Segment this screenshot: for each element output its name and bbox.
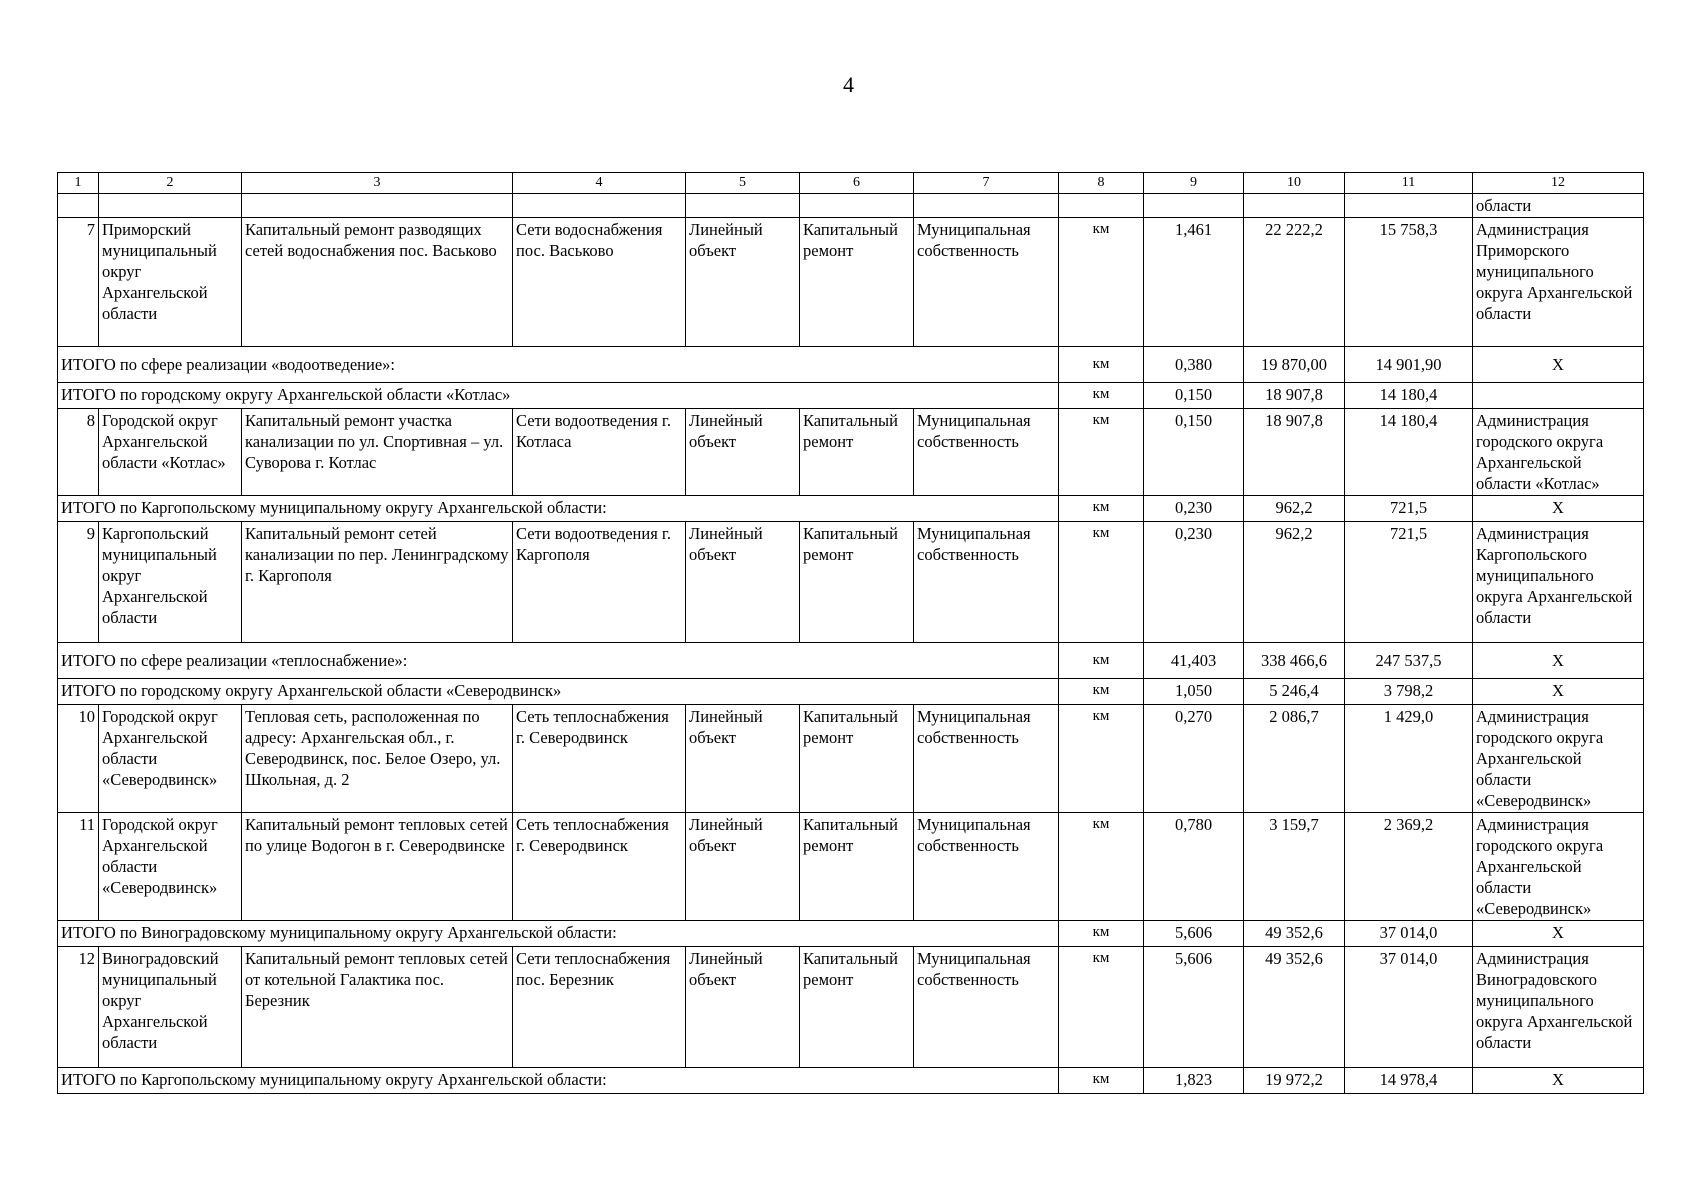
municipality-cell: Городской округ Архангельской области «Северодвинск»: [99, 813, 242, 921]
object-type-cell: Линейный объект: [686, 813, 800, 921]
total-row: [58, 1068, 1644, 1094]
page-number: 4: [843, 72, 854, 97]
unit-cell: км: [1059, 921, 1144, 947]
object-type-cell: Линейный объект: [686, 947, 800, 1068]
responsible-cell: Администрация городского округа Архангельской области «Северодвинск»: [1473, 705, 1644, 813]
unit-cell: км: [1059, 705, 1144, 813]
unit-cell: км: [1059, 218, 1144, 347]
unit-cell: км: [1059, 1068, 1144, 1094]
header-cell: 6: [800, 173, 914, 194]
value-cell: 14 978,4: [1345, 1068, 1473, 1094]
work-name-cell: Капитальный ремонт участка канализации по ул. Спортивная – ул. Суворова г. Котлас: [242, 409, 513, 496]
value-cell: 18 907,8: [1244, 383, 1345, 409]
work-name-cell: Капитальный ремонт разводящих сетей водоснабжения пос. Васьково: [242, 218, 513, 347]
header-cell: 12: [1473, 173, 1644, 194]
total-label-cell: ИТОГО по городскому округу Архангельской области «Котлас»: [58, 383, 1059, 409]
work-name-cell: Тепловая сеть, расположенная по адресу: Архангельская обл., г. Северодвинск, пос. Белое Озеро, ул. Школьная, д. 2: [242, 705, 513, 813]
municipality-cell: Городской округ Архангельской области «Котлас»: [99, 409, 242, 496]
total-row: [58, 496, 1644, 522]
responsible-cell: Х: [1473, 1068, 1644, 1094]
header-cell: 5: [686, 173, 800, 194]
unit-cell: км: [1059, 347, 1144, 383]
value-cell: 49 352,6: [1244, 947, 1345, 1068]
total-label-cell: ИТОГО по Виноградовскому муниципальному округу Архангельской области:: [58, 921, 1059, 947]
total-row: [58, 383, 1644, 409]
ownership-cell: Муниципальная собственность: [914, 522, 1059, 643]
row-number-cell: 9: [58, 522, 99, 643]
ownership-cell: Муниципальная собственность: [914, 218, 1059, 347]
header-cell: 4: [513, 173, 686, 194]
responsible-cell: Администрация Виноградовского муниципального округа Архангельской области: [1473, 947, 1644, 1068]
total-label-cell: ИТОГО по Каргопольскому муниципальному округу Архангельской области:: [58, 496, 1059, 522]
value-cell: 5 246,4: [1244, 679, 1345, 705]
value-cell: 247 537,5: [1345, 643, 1473, 679]
responsible-cell: Х: [1473, 347, 1644, 383]
total-label-cell: ИТОГО по Каргопольскому муниципальному округу Архангельской области:: [58, 1068, 1059, 1094]
ownership-cell: Муниципальная собственность: [914, 813, 1059, 921]
ownership-cell: Муниципальная собственность: [914, 705, 1059, 813]
value-cell: 41,403: [1144, 643, 1244, 679]
row-number-cell: 11: [58, 813, 99, 921]
value-cell: 5,606: [1144, 947, 1244, 1068]
value-cell: 721,5: [1345, 496, 1473, 522]
total-row: [58, 679, 1644, 705]
header-cell: 2: [99, 173, 242, 194]
continuation-row: [58, 194, 1644, 218]
table-row: [58, 705, 1644, 813]
value-cell: 14 180,4: [1345, 409, 1473, 496]
total-row: [58, 643, 1644, 679]
unit-cell: км: [1059, 409, 1144, 496]
repair-type-cell: Капитальный ремонт: [800, 218, 914, 347]
row-number-cell: 7: [58, 218, 99, 347]
value-cell: 18 907,8: [1244, 409, 1345, 496]
header-cell: 3: [242, 173, 513, 194]
total-row: [58, 347, 1644, 383]
work-name-cell: Капитальный ремонт сетей канализации по пер. Ленинградскому г. Каргополя: [242, 522, 513, 643]
total-label-cell: ИТОГО по сфере реализации «водоотведение»:: [58, 347, 1059, 383]
value-cell: 14 901,90: [1345, 347, 1473, 383]
row-number-cell: 10: [58, 705, 99, 813]
object-cell: Сети водоснабжения пос. Васьково: [513, 218, 686, 347]
responsible-cell: Администрация городского округа Архангельской области «Северодвинск»: [1473, 813, 1644, 921]
value-cell: 962,2: [1244, 522, 1345, 643]
value-cell: 3 798,2: [1345, 679, 1473, 705]
total-row: [58, 921, 1644, 947]
repair-type-cell: Капитальный ремонт: [800, 947, 914, 1068]
header-cell: 11: [1345, 173, 1473, 194]
repair-type-cell: Капитальный ремонт: [800, 705, 914, 813]
responsible-cell: [1473, 383, 1644, 409]
value-cell: 2 086,7: [1244, 705, 1345, 813]
header-cell: 8: [1059, 173, 1144, 194]
value-cell: 1,461: [1144, 218, 1244, 347]
work-name-cell: Капитальный ремонт тепловых сетей от котельной Галактика пос. Березник: [242, 947, 513, 1068]
responsible-cell: области: [1473, 194, 1644, 218]
object-cell: Сети водоотведения г. Котласа: [513, 409, 686, 496]
total-label-cell: ИТОГО по городскому округу Архангельской области «Северодвинск»: [58, 679, 1059, 705]
value-cell: 15 758,3: [1345, 218, 1473, 347]
table-row: [58, 947, 1644, 1068]
table-row: [58, 813, 1644, 921]
value-cell: 14 180,4: [1345, 383, 1473, 409]
unit-cell: км: [1059, 679, 1144, 705]
object-cell: Сеть теплоснабжения г. Северодвинск: [513, 705, 686, 813]
value-cell: 0,150: [1144, 409, 1244, 496]
header-cell: 7: [914, 173, 1059, 194]
responsible-cell: Х: [1473, 679, 1644, 705]
municipality-cell: Виноградовский муниципальный округ Архангельской области: [99, 947, 242, 1068]
value-cell: 3 159,7: [1244, 813, 1345, 921]
unit-cell: км: [1059, 813, 1144, 921]
table-row: [58, 522, 1644, 643]
header-cell: 10: [1244, 173, 1345, 194]
object-cell: Сети водоотведения г. Каргополя: [513, 522, 686, 643]
responsible-cell: Х: [1473, 921, 1644, 947]
responsible-cell: Администрация городского округа Архангельской области «Котлас»: [1473, 409, 1644, 496]
value-cell: 0,380: [1144, 347, 1244, 383]
value-cell: 338 466,6: [1244, 643, 1345, 679]
table-row: [58, 409, 1644, 496]
row-number-cell: 12: [58, 947, 99, 1068]
value-cell: 0,230: [1144, 496, 1244, 522]
unit-cell: км: [1059, 643, 1144, 679]
responsible-cell: Администрация Приморского муниципального округа Архангельской области: [1473, 218, 1644, 347]
value-cell: 37 014,0: [1345, 921, 1473, 947]
value-cell: 1 429,0: [1345, 705, 1473, 813]
header-cell: 9: [1144, 173, 1244, 194]
value-cell: 0,230: [1144, 522, 1244, 643]
unit-cell: км: [1059, 496, 1144, 522]
object-type-cell: Линейный объект: [686, 522, 800, 643]
object-cell: Сети теплоснабжения пос. Березник: [513, 947, 686, 1068]
value-cell: 19 972,2: [1244, 1068, 1345, 1094]
value-cell: 19 870,00: [1244, 347, 1345, 383]
value-cell: 1,050: [1144, 679, 1244, 705]
total-label-cell: ИТОГО по сфере реализации «теплоснабжение»:: [58, 643, 1059, 679]
object-cell: Сеть теплоснабжения г. Северодвинск: [513, 813, 686, 921]
repair-type-cell: Капитальный ремонт: [800, 409, 914, 496]
value-cell: 0,270: [1144, 705, 1244, 813]
responsible-cell: Администрация Каргопольского муниципального округа Архангельской области: [1473, 522, 1644, 643]
responsible-cell: Х: [1473, 496, 1644, 522]
table-row: [58, 218, 1644, 347]
value-cell: 0,780: [1144, 813, 1244, 921]
header-cell: 1: [58, 173, 99, 194]
data-table: [57, 172, 1644, 1094]
unit-cell: км: [1059, 522, 1144, 643]
unit-cell: км: [1059, 383, 1144, 409]
repair-type-cell: Капитальный ремонт: [800, 813, 914, 921]
object-type-cell: Линейный объект: [686, 218, 800, 347]
municipality-cell: Каргопольский муниципальный округ Архангельской области: [99, 522, 242, 643]
row-number-cell: 8: [58, 409, 99, 496]
value-cell: 721,5: [1345, 522, 1473, 643]
repair-type-cell: Капитальный ремонт: [800, 522, 914, 643]
work-name-cell: Капитальный ремонт тепловых сетей по улице Водогон в г. Северодвинске: [242, 813, 513, 921]
value-cell: 2 369,2: [1345, 813, 1473, 921]
ownership-cell: Муниципальная собственность: [914, 947, 1059, 1068]
header-row: [58, 173, 1644, 194]
value-cell: 49 352,6: [1244, 921, 1345, 947]
municipality-cell: Городской округ Архангельской области «Северодвинск»: [99, 705, 242, 813]
municipality-cell: Приморский муниципальный округ Архангельской области: [99, 218, 242, 347]
ownership-cell: Муниципальная собственность: [914, 409, 1059, 496]
responsible-cell: Х: [1473, 643, 1644, 679]
value-cell: 0,150: [1144, 383, 1244, 409]
object-type-cell: Линейный объект: [686, 705, 800, 813]
object-type-cell: Линейный объект: [686, 409, 800, 496]
value-cell: 962,2: [1244, 496, 1345, 522]
value-cell: 22 222,2: [1244, 218, 1345, 347]
value-cell: 1,823: [1144, 1068, 1244, 1094]
value-cell: 37 014,0: [1345, 947, 1473, 1068]
unit-cell: км: [1059, 947, 1144, 1068]
value-cell: 5,606: [1144, 921, 1244, 947]
